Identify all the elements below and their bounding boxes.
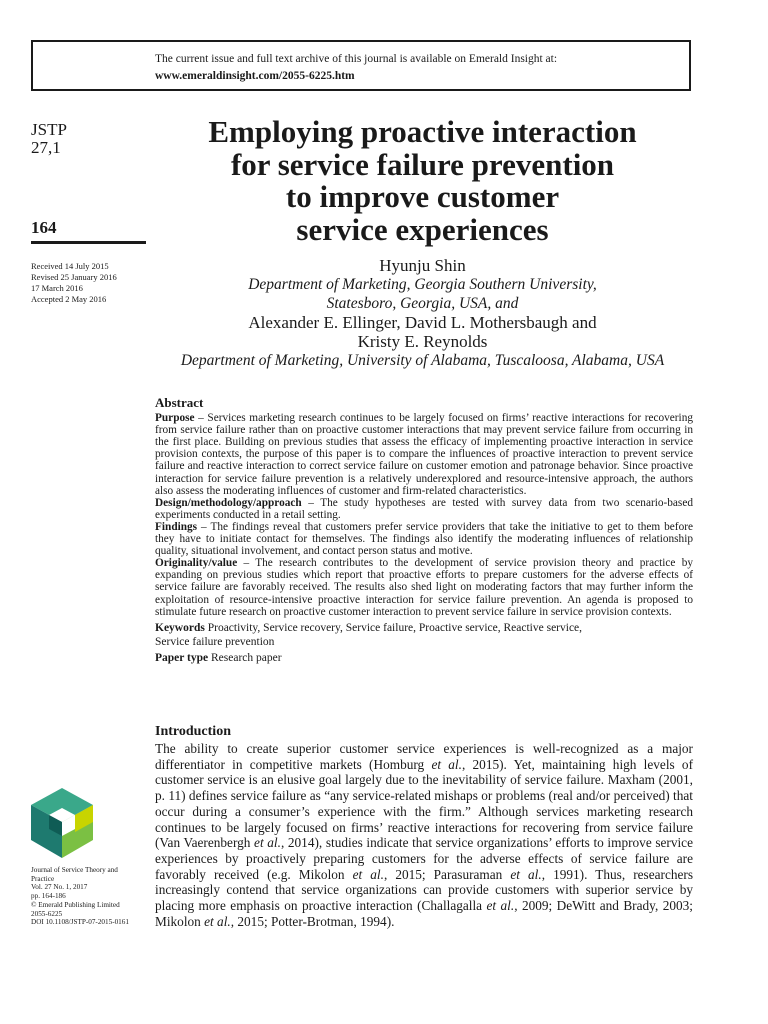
received-date: Received 14 July 2015: [31, 261, 109, 271]
keywords-text: Proactivity, Service recovery, Service failure, Proactive service, Reactive service,: [204, 621, 583, 634]
page-number: 164: [31, 218, 57, 237]
body-text: , 2009; DeWitt and Brady, 2003; Mikolon: [155, 898, 693, 929]
body-text: , 2014), studies indicate that service organizations’ efforts to improve service experiences by proactively preparing customers for the adverse effects of service failure are favorably received (e.g. Mikolon: [155, 835, 693, 882]
abstract-section: [155, 397, 693, 664]
journal-volume: Vol. 27 No. 1, 2017: [31, 883, 88, 892]
title-line: Employing proactive interaction: [208, 114, 637, 149]
keywords: [155, 621, 693, 649]
abstract-design: [155, 497, 693, 521]
introduction-section: [155, 724, 693, 929]
journal-name: Journal of Service Theory and Practice: [31, 866, 118, 883]
section-text: – The study hypotheses are tested with survey data from two scenario-based experiments conducted in a retail setting.: [155, 496, 693, 521]
body-text: , 2015; Parasuraman: [383, 866, 511, 882]
section-text: – Services marketing research continues to be largely focused on firms’ reactive interactions for recovering from service failure rather than on proactive customer interactions that may prevent service failure from occurring in the first place. Building on previous studies that assess the efficacy of implementing proactive interaction in service provision contexts, the purpose of this paper is to compare the influences of proactive interaction to prevent service failure and reactive interaction to correct service failure on customer emotion and patronage behavior. Since proactive interaction for service failure prevention is a relatively underexplored and resource-intensive approach, the authors also assess the moderating influences of customer and firm-related characteristics.: [155, 412, 693, 497]
journal-code: [31, 121, 67, 157]
article-history: [31, 261, 117, 305]
section-text: – The research contributes to the development of service provision theory and practice by expanding on previous studies which report that proactive efforts to prepare customers for the adverse effects of service failure are favorably received. The results also shed light on moderating factors that may further inform the exploitation of resource-intensive proactive interaction for service failure prevention. An agenda is proposed to stimulate future research on proactive customer interaction to prevent service failure in service provision contexts.: [155, 557, 693, 618]
title-line: service experiences: [296, 211, 549, 247]
abstract-purpose: [155, 412, 693, 497]
citation-etal: et al.: [352, 866, 384, 882]
abstract-findings: [155, 521, 693, 557]
section-text: – The findings reveal that customers prefer service providers that take the initiative to get to them before they have to initiate contact for themselves. The findings also identify the moderating influences of relationship quality, situational involvement, and contact person status and motive.: [155, 520, 693, 558]
paper-type: [155, 652, 693, 664]
section-label: Design/methodology/approach: [155, 496, 302, 509]
body-text: The ability to create superior customer service experiences is well-recognized as a major differentiator in competitive markets (Homburg: [155, 741, 693, 772]
journal-pages: pp. 164-186: [31, 892, 66, 901]
notice-text: The current issue and full text archive of this journal is available on Emerald Insight at:: [155, 53, 558, 65]
volume-issue: 27,1: [31, 138, 61, 157]
revised-date-2: 17 March 2016: [31, 283, 83, 293]
journal-abbrev: JSTP: [31, 120, 67, 139]
author-name: Hyunju Shin: [379, 256, 466, 275]
accepted-date: Accepted 2 May 2016: [31, 294, 107, 304]
title-line: to improve customer: [285, 179, 560, 214]
paper-type-text: Research paper: [208, 651, 282, 664]
introduction-paragraph: [155, 741, 693, 929]
doi: DOI 10.1108/JSTP-07-2015-0161: [31, 918, 129, 927]
body-text: , 2015). Yet, maintaining high levels of customer service is an elusive goal largely due to the inevitability of service failure. Maxham (2001, p. 11) defines service failure as “any service-related mishaps or problems (real and/or perceived) that occur during a consumer’s experience with the firm.” Although services marketing research continues to be largely focused on firms’ reactive interactions for recovering from service failure (Van Vaerenbergh: [155, 756, 694, 851]
journal-info: [31, 866, 141, 927]
introduction-heading: Introduction: [155, 724, 231, 739]
citation-etal: et al.: [254, 835, 281, 851]
sidebar-divider: [31, 241, 146, 244]
citation-etal: et al.: [431, 756, 462, 772]
journal-notice-box: [31, 40, 691, 91]
journal-url-link[interactable]: www.emeraldinsight.com/2055-6225.htm: [155, 70, 355, 82]
affiliation: Statesboro, Georgia, USA, and: [326, 295, 519, 312]
title-line: for service failure prevention: [230, 146, 615, 182]
author-block: [155, 256, 690, 370]
emerald-logo-icon: [31, 788, 93, 858]
body-text: , 1991). Thus, researchers increasingly contend that service organizations can provide customers with superior service by placing more emphasis on proactive interaction (Challagalla: [155, 866, 693, 914]
citation-etal: et al.: [510, 866, 542, 882]
abstract-originality: [155, 557, 693, 617]
paper-type-label: Paper type: [155, 651, 209, 664]
affiliation: Department of Marketing, Georgia Southern University,: [248, 276, 597, 293]
affiliation: Department of Marketing, University of Alabama, Tuscaloosa, Alabama, USA: [180, 352, 665, 369]
keywords-text: Service failure prevention: [155, 635, 275, 648]
citation-etal: et al.: [486, 898, 515, 914]
author-names: Kristy E. Reynolds: [357, 332, 488, 351]
section-label: Purpose: [155, 412, 195, 425]
copyright: © Emerald Publishing Limited: [31, 900, 120, 909]
abstract-heading: Abstract: [155, 395, 204, 410]
issn: 2055-6225: [31, 909, 63, 918]
body-text: , 2015; Potter-Brotman, 1994).: [230, 913, 395, 929]
section-label: Findings: [155, 520, 198, 533]
citation-etal: et al.: [204, 913, 231, 929]
section-label: Originality/value: [155, 557, 238, 570]
article-title: [155, 116, 690, 246]
author-names: Alexander E. Ellinger, David L. Mothersbaugh and: [248, 313, 597, 332]
revised-date: Revised 25 January 2016: [31, 272, 117, 282]
keywords-label: Keywords: [155, 621, 205, 634]
